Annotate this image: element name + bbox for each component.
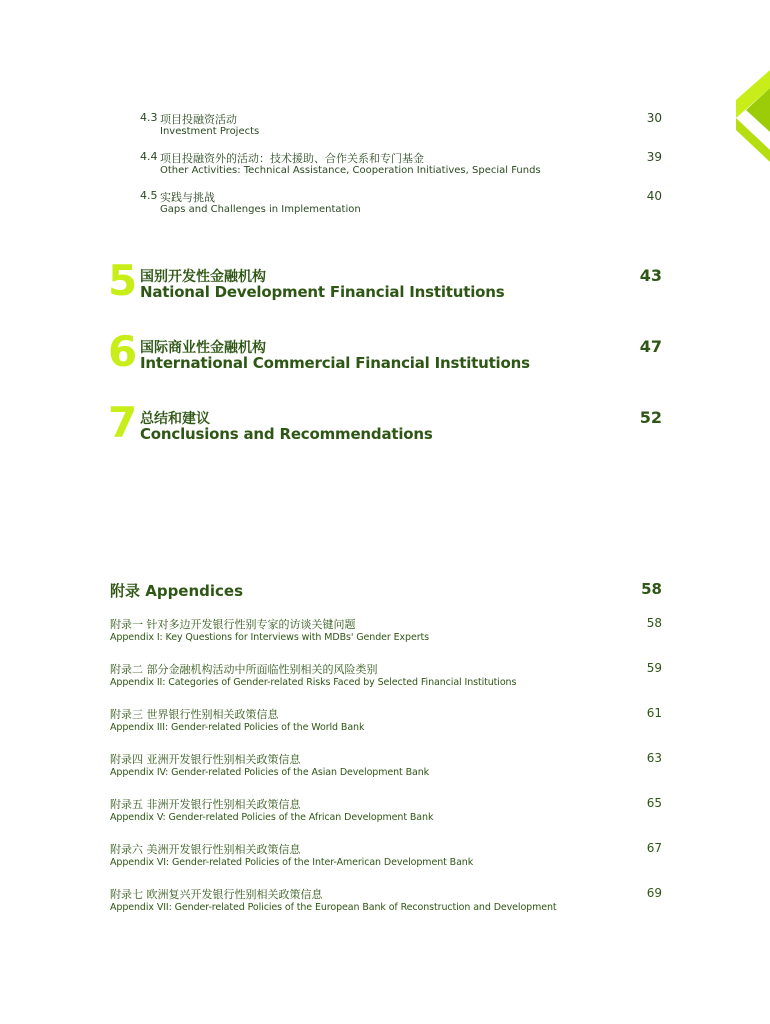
section-title-en: Investment Projects <box>160 126 260 137</box>
chapter-number: 6 <box>108 327 138 376</box>
toc-appendices-header[interactable] <box>110 580 662 601</box>
section-number: 4.3 <box>140 111 158 124</box>
page-number: 63 <box>646 751 662 765</box>
page-number: 30 <box>646 111 662 125</box>
section-title-zh: 项目投融资外的活动：技术援助、合作关系和专门基金 <box>160 152 424 165</box>
page-number: 65 <box>646 796 662 810</box>
appendix-title-zh: 附录一 针对多边开发银行性别专家的访谈关键问题 <box>110 618 356 631</box>
page-number: 52 <box>639 408 662 427</box>
chapter-title-en: National Development Financial Institutions <box>140 283 505 301</box>
toc-chapter-5[interactable] <box>108 256 662 316</box>
section-title-zh: 实践与挑战 <box>160 191 215 204</box>
appendix-title-zh: 附录四 亚洲开发银行性别相关政策信息 <box>110 753 301 766</box>
chapter-number: 5 <box>108 256 138 305</box>
page-number: 40 <box>646 189 662 203</box>
page-number: 69 <box>646 886 662 900</box>
chapter-title-en: International Commercial Financial Institutions <box>140 354 530 372</box>
appendix-title-zh: 附录七 欧洲复兴开发银行性别相关政策信息 <box>110 888 323 901</box>
appendix-title-zh: 附录二 部分金融机构活动中所面临性别相关的风险类别 <box>110 663 378 676</box>
section-number: 4.5 <box>140 189 158 202</box>
chapter-title-zh: 国际商业性金融机构 <box>140 340 266 356</box>
page-number: 61 <box>646 706 662 720</box>
page-number: 58 <box>641 580 662 598</box>
chapter-title-zh: 总结和建议 <box>140 411 210 427</box>
section-number: 4.4 <box>140 150 158 163</box>
page-number: 59 <box>646 661 662 675</box>
appendix-title-en: Appendix V: Gender-related Policies of the African Development Bank <box>110 812 434 823</box>
appendix-title-en: Appendix VI: Gender-related Policies of the Inter-American Development Bank <box>110 857 474 868</box>
appendix-title-en: Appendix IV: Gender-related Policies of the Asian Development Bank <box>110 767 430 778</box>
appendices-title: 附录 Appendices <box>110 582 244 600</box>
appendix-title-zh: 附录三 世界银行性别相关政策信息 <box>110 708 279 721</box>
section-title-zh: 项目投融资活动 <box>160 113 237 126</box>
section-title-en: Gaps and Challenges in Implementation <box>160 204 361 215</box>
page-number: 67 <box>646 841 662 855</box>
appendix-title-en: Appendix II: Categories of Gender-related Risks Faced by Selected Financial Institutions <box>110 677 517 688</box>
appendix-title-en: Appendix VII: Gender-related Policies of the European Bank of Reconstruction and Development <box>110 902 557 913</box>
page-number: 47 <box>639 337 662 356</box>
toc-chapter-7[interactable] <box>108 398 662 458</box>
chapter-title-en: Conclusions and Recommendations <box>140 425 433 443</box>
appendix-title-en: Appendix I: Key Questions for Interviews with MDBs' Gender Experts <box>110 632 429 643</box>
page-number: 43 <box>639 266 662 285</box>
chapter-title-zh: 国别开发性金融机构 <box>140 269 266 285</box>
toc-chapter-6[interactable] <box>108 327 662 387</box>
appendix-title-zh: 附录五 非洲开发银行性别相关政策信息 <box>110 798 301 811</box>
corner-decoration-icon <box>736 70 770 162</box>
appendix-title-en: Appendix III: Gender-related Policies of the World Bank <box>110 722 365 733</box>
page-number: 39 <box>646 150 662 164</box>
chapter-number: 7 <box>108 398 138 447</box>
section-title-en: Other Activities: Technical Assistance, Cooperation Initiatives, Special Funds <box>160 165 541 176</box>
page-number: 58 <box>646 616 662 630</box>
appendix-title-zh: 附录六 美洲开发银行性别相关政策信息 <box>110 843 301 856</box>
